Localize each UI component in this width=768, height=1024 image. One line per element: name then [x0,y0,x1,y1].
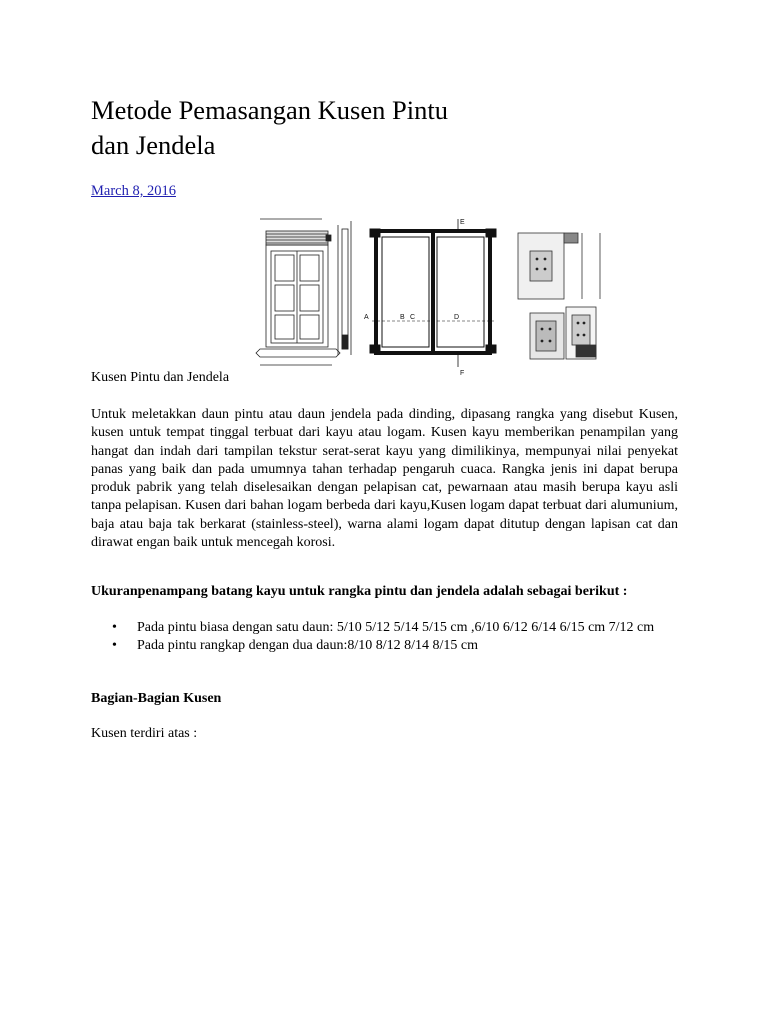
caption-heading: Kusen Pintu dan Jendela [91,370,230,385]
parts-heading: Bagian-Bagian Kusen [91,691,222,706]
window-label-d: D [454,314,460,321]
size-heading: Ukuranpenampang batang kayu untuk rangka pintu dan jendela adalah sebagai berikut : [91,584,628,599]
window-frame-drawing [364,215,502,380]
door-frame-drawing [252,215,355,385]
list-item: • Pada pintu biasa dengan satu daun: 5/10 5/12 5/14 5/15 cm ,6/10 6/12 6/14 6/15 cm 7/12 cm [112,620,655,635]
window-label-e: E [460,219,465,226]
parts-intro: Kusen terdiri atas : [91,726,198,741]
window-label-a: A [364,314,369,321]
article-title [91,93,651,163]
window-label-b: B [400,314,405,321]
list-item-text: Pada pintu rangkap dengan dua daun:8/10 8/12 8/14 8/15 cm [137,638,478,654]
window-label-c: C [410,314,416,321]
list-item-text: Pada pintu biasa dengan satu daun: 5/10 5/12 5/14 5/15 cm ,6/10 6/12 6/14 6/15 cm 7/12 cm [137,620,655,635]
title-line-2: dan Jendela [91,130,216,160]
size-list [91,619,681,656]
window-label-f: F [460,370,465,377]
list-item: • Pada pintu rangkap dengan dua daun:8/10 8/12 8/14 8/15 cm [112,638,478,654]
body-paragraph: Untuk meletakkan daun pintu atau daun jendela pada dinding, dipasang rangka yang disebut Kusen, kusen untuk tempat tinggal terbuat dari kayu atau logam. Kusen kayu memberikan penampilan yang hangat dan indah dari tampilan tekstur serat-serat kayu yang dimilikinya, mempunyai nilai penyekat panas yang baik dan pada umumnya tahan terhadap pengaruh cuaca. Rangka jenis ini dapat berupa produk pabrik yang telah diselesaikan dengan pelapisan cat, pewarnaan atau masih berupa kayu asli tanpa pelapisan. Kusen dari bahan logam berbeda dari kayu,Kusen logam dapat terbuat dari alumunium, baja atau baja tak berkarat (stainless-steel), warna alami logam dapat ditutup dengan lapisan cat dan dirawat engan baik untuk mencegah korosi. [91,407,678,551]
frame-joint-details [512,215,604,365]
post-date-link[interactable]: March 8, 2016 [91,183,176,199]
title-line-1: Metode Pemasangan Kusen Pintu [91,95,448,125]
